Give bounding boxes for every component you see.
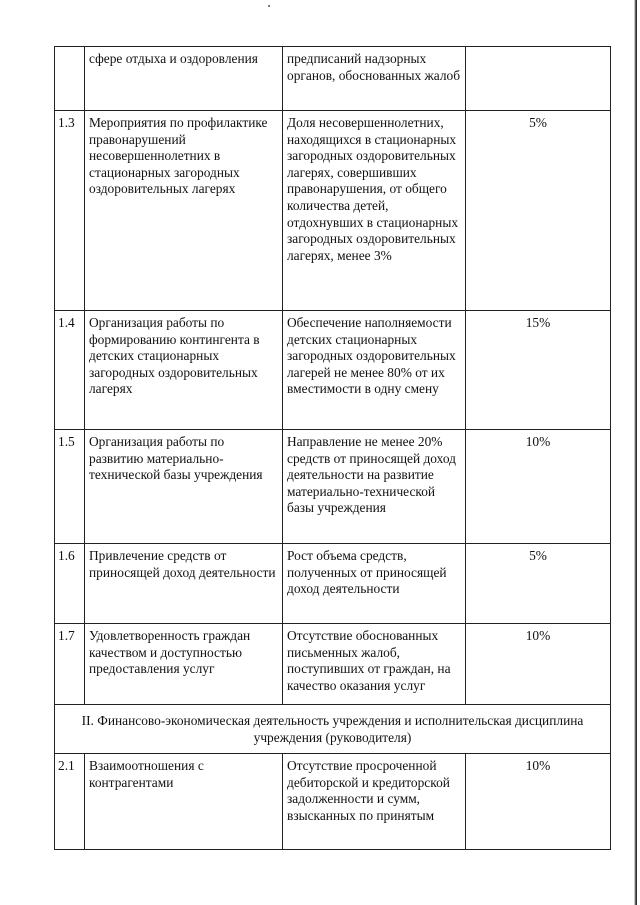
row-number: 1.5 [55,430,85,544]
weight-cell: 10% [466,624,611,705]
section-heading-row [55,705,611,754]
criterion-cell: Организация работы по формированию контингента в детских стационарных загородных оздоровительных лагерях [85,311,283,430]
scan-speck [268,5,270,7]
table-row [55,430,611,544]
indicator-cell: Рост объема средств, полученных от приносящей доход деятельности [283,544,466,624]
weight-cell: 15% [466,311,611,430]
indicator-cell: предписаний надзорных органов, обоснованных жалоб [283,47,466,111]
table-row [55,624,611,705]
criteria-table [54,46,611,850]
criterion-cell: Организация работы по развитию материально-технической базы учреждения [85,430,283,544]
row-number: 1.6 [55,544,85,624]
indicator-cell: Обеспечение наполняемости детских стационарных загородных оздоровительных лагерей не менее 80% от их вместимости в одну смену [283,311,466,430]
weight-cell: 5% [466,111,611,311]
indicator-cell: Отсутствие обоснованных письменных жалоб, поступивших от граждан, на качество оказания услуг [283,624,466,705]
table-row [55,311,611,430]
weight-cell: 10% [466,430,611,544]
indicator-cell: Направление не менее 20% средств от приносящей доход деятельности на развитие материально-технической базы учреждения [283,430,466,544]
scan-edge-shadow [634,0,637,905]
criterion-cell: Взаимоотношения с контрагентами [85,754,283,850]
row-number: 1.3 [55,111,85,311]
criterion-cell: Удовлетворенность граждан качеством и доступностью предоставления услуг [85,624,283,705]
indicator-cell: Отсутствие просроченной дебиторской и кредиторской задолженности и сумм, взысканных по принятым [283,754,466,850]
table-row [55,754,611,850]
weight-cell: 5% [466,544,611,624]
table-row [55,111,611,311]
criterion-cell: Привлечение средств от приносящей доход деятельности [85,544,283,624]
indicator-cell: Доля несовершеннолетних, находящихся в стационарных загородных оздоровительных лагерях, совершивших правонарушения, от общего количества детей, отдохнувших в стационарных загородных оздоровительных лагерях, менее 3% [283,111,466,311]
table-row [55,47,611,111]
criterion-cell: Мероприятия по профилактике правонарушений несовершеннолетних в стационарных загородных оздоровительных лагерях [85,111,283,311]
section-heading: II. Финансово-экономическая деятельность учреждения и исполнительская дисциплина учреждения (руководителя) [55,705,611,754]
weight-cell: 10% [466,754,611,850]
table-row [55,544,611,624]
weight-cell [466,47,611,111]
criterion-cell: сфере отдыха и оздоровления [85,47,283,111]
row-number: 1.4 [55,311,85,430]
row-number: 1.7 [55,624,85,705]
row-number: 2.1 [55,754,85,850]
row-number [55,47,85,111]
